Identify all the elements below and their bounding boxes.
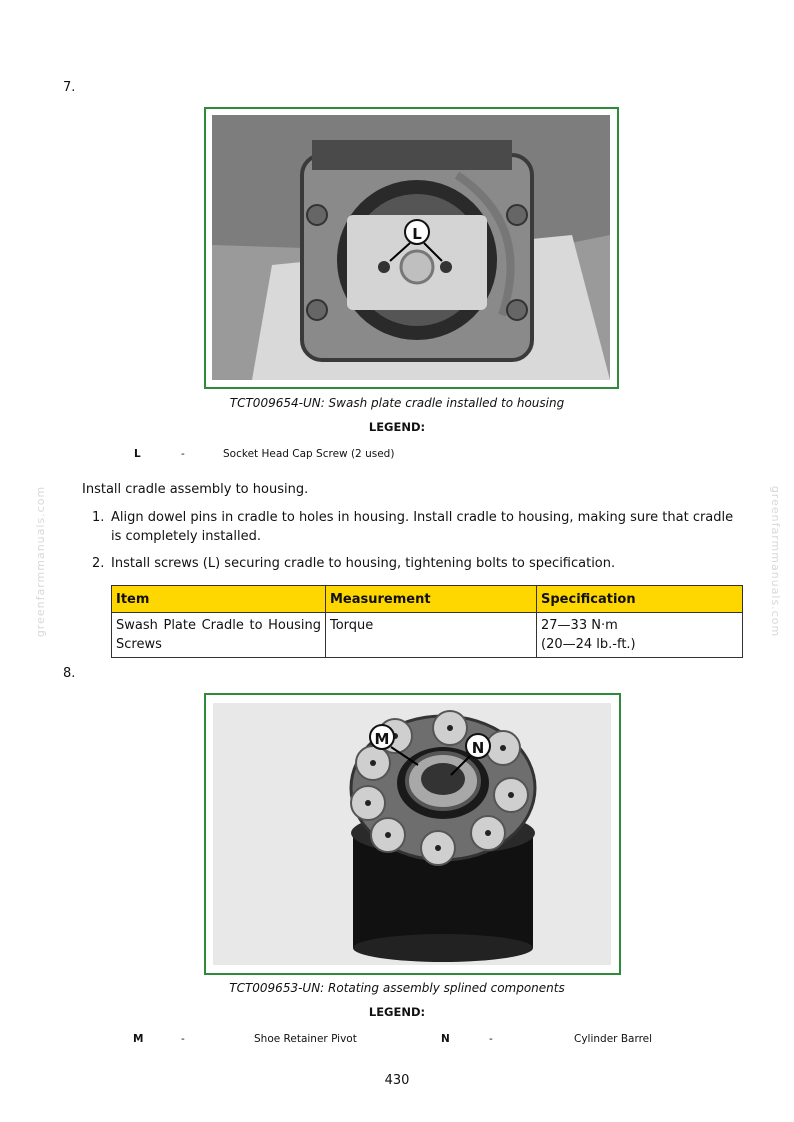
legend-text: Socket Head Cap Screw (2 used) [223,448,395,460]
step-number: 8. [63,666,76,681]
watermark-left: greenfarmmanuals.com [34,485,48,638]
step-number: 7. [63,80,76,95]
intro-text: Install cradle assembly to housing. [82,482,309,497]
page-number: 430 [384,1073,410,1088]
legend-key: N [441,1033,450,1045]
figure-caption: TCT009654-UN: Swash plate cradle installed to housing [229,396,565,410]
legend-text: Shoe Retainer Pivot [254,1033,357,1045]
table-header-specification: Specification [537,586,743,613]
housing-illustration [212,115,610,380]
specification-table [111,585,743,658]
legend-dash: - [489,1033,493,1045]
swash-plate-photo [212,115,610,380]
rotating-assembly-photo [213,703,611,965]
callout-l: L [404,219,430,245]
instruction-number: 2. [92,556,105,571]
figure-frame [204,107,619,389]
legend-key: L [134,448,141,460]
figure-caption: TCT009653-UN: Rotating assembly splined components [229,981,565,995]
figure-frame [204,693,621,975]
table-cell-specification [537,613,743,658]
instruction-text: Align dowel pins in cradle to holes in housing. Install cradle to housing, making sure that cradle is completely installed. [111,510,734,544]
watermark-right: greenfarmmanuals.com [769,485,783,638]
instruction-number: 1. [92,510,105,525]
callout-m: M [369,724,395,750]
table-header-row [112,586,743,613]
spec-metric: 27—33 N·m [541,618,618,633]
table-header-measurement: Measurement [326,586,537,613]
legend-dash: - [181,448,185,460]
table-cell-measurement: Torque [326,613,537,658]
table-header-item: Item [112,586,326,613]
instruction-text: Install screws (L) securing cradle to housing, tightening bolts to specification. [111,556,616,571]
legend-title: LEGEND: [368,1005,426,1019]
table-row [112,613,743,658]
legend-dash: - [181,1033,185,1045]
legend-text: Cylinder Barrel [574,1033,653,1045]
legend-key: M [133,1033,144,1045]
spec-imperial: (20—24 lb.-ft.) [541,637,636,652]
table-cell-item: Swash Plate Cradle to Housing Screws [112,613,326,658]
callout-n: N [465,733,491,759]
rotating-assembly-illustration [213,703,611,965]
legend-title: LEGEND: [368,420,426,434]
